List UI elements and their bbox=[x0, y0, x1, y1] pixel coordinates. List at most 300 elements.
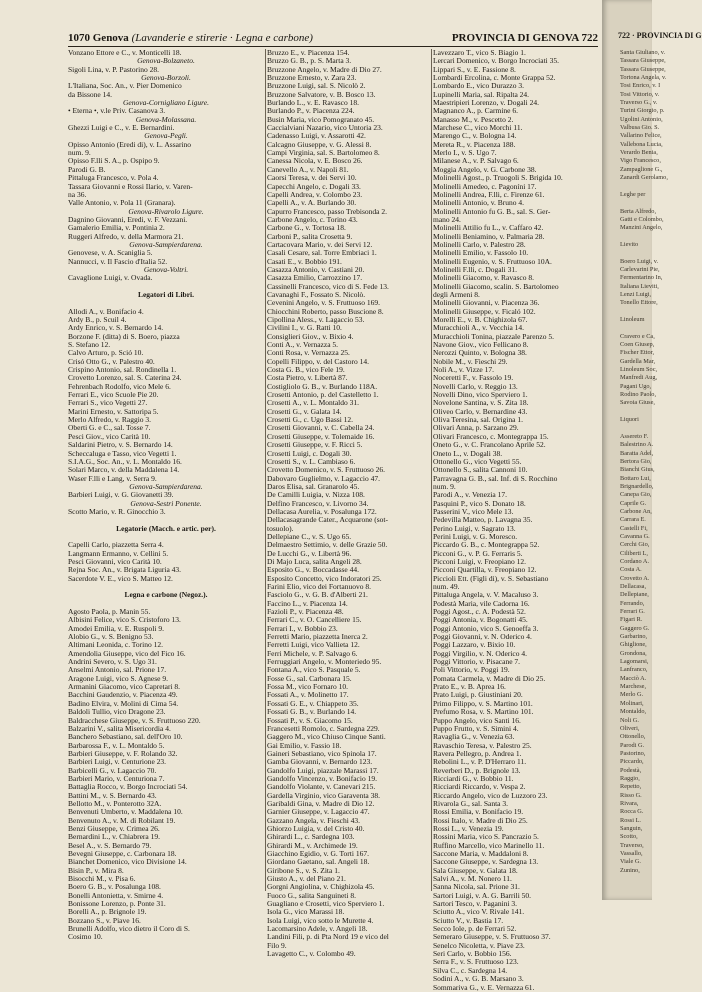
listing-entry: Lombardo E., vico Durazzo 3. bbox=[433, 81, 525, 91]
listing-entry: Dellepiane C., v. S. Ugo 65. bbox=[267, 531, 352, 541]
listing-entry: Dagnino Giovanni, Eredi, v. F. Vezzani. bbox=[68, 214, 188, 224]
listing-entry: Giribone S., v. S. Zita 1. bbox=[267, 865, 340, 875]
listing-entry: Costa Pietro, v. Libertà 87. bbox=[267, 373, 348, 383]
listing-entry: Calcagno Giuseppe, v. G. Alessi 8. bbox=[267, 139, 372, 149]
listing-entry: Crosetti G., v. Galata 14. bbox=[267, 406, 342, 416]
listing-entry: Opisso F.lli S. A., p. Ospipo 9. bbox=[68, 156, 160, 166]
listing-entry: Banchero Sebastiano, sal. dell'Oro 10. bbox=[68, 732, 183, 742]
listing-entry: Ghiorzo Luigia, v. del Cristo 40. bbox=[267, 823, 365, 833]
facing-page-fragment: Manzini Angelo, bbox=[620, 224, 663, 232]
facing-page-fragment: Gaggero G. bbox=[620, 624, 650, 632]
listing-entry: Molinelli Antonio fu G. B., sal. S. Ger- bbox=[433, 206, 551, 216]
listing-entry: Molinelli Beniamino, v. Palmaria 28. bbox=[433, 231, 545, 241]
listing-entry: Landini Fili, p. di Pta Nord 19 e vico del bbox=[267, 932, 389, 942]
listing-entry: Marengo C., v. Bologna 14. bbox=[433, 131, 517, 141]
listing-entry: Ottonello G., vico Vegetti 55. bbox=[433, 456, 522, 466]
facing-page-fragment: Traverso, bbox=[620, 841, 644, 849]
listing-entry: Silva C., c. Sardegna 14. bbox=[433, 965, 508, 975]
facing-page-fragment: Ugolini Antonio, bbox=[620, 115, 663, 123]
listing-entry: Prato Luigi, p. Giustiniani 20. bbox=[433, 690, 523, 700]
listing-entry: Novelone Santina, v. S. Zita 18. bbox=[433, 398, 529, 408]
facing-page-fragment: Marchese, bbox=[620, 683, 647, 691]
facing-page-fragment: Cordano A. bbox=[620, 557, 650, 565]
listing-entry: Cipollina Aless., v. Lagaccio 53. bbox=[267, 315, 365, 324]
listing-entry: Ruggeri Alfredo, v. della Marmora 21. bbox=[68, 231, 184, 241]
listing-entry: Secco Iole, p. de Ferrari 52. bbox=[433, 924, 517, 934]
listing-entry: S.I.A.G., Soc. An., v. L. Montaldo 16. bbox=[68, 456, 182, 466]
listing-entry: Alobio G., v. S. Benigno 53. bbox=[68, 632, 154, 642]
header-left bbox=[68, 31, 313, 46]
locality-heading: Genova-Pegli. bbox=[144, 131, 188, 141]
listing-entry: Fossati P., v. S. Giacomo 15. bbox=[267, 715, 353, 725]
listing-entry: Giacchino Egidio, v. G. Torti 167. bbox=[267, 849, 369, 858]
listing-entry: Costigliolo G. B., v. Burlando 118A. bbox=[267, 381, 378, 391]
listing-entry: Burlando P., v. Piacenza 224. bbox=[267, 106, 355, 116]
facing-page-fragment: Crovetto A. bbox=[620, 574, 650, 582]
listing-entry: Riccardo Angelo, vico de Luzzoro 23. bbox=[433, 790, 548, 800]
listing-entry: Dellacasagrande Cater., Acquarone (sot- bbox=[267, 515, 388, 525]
listing-entry: Gamba Giovanni, v. Bernardo 123. bbox=[267, 757, 373, 767]
facing-page-fragment: Carrara E. bbox=[620, 516, 646, 524]
listing-entry: Carbone G., v. Tortosa 18. bbox=[267, 223, 346, 233]
facing-page-fragment bbox=[620, 233, 652, 241]
locality-heading: Genova-Sampierdarena. bbox=[129, 481, 203, 491]
facing-page-fragment: Tortona Angela, v. bbox=[620, 74, 667, 82]
listing-entry: Molinelli Andrea, F.lli, c. Firenze 61. bbox=[433, 189, 545, 199]
listing-entry: Molinelli Attilio fu L., v. Caffaro 42. bbox=[433, 223, 544, 233]
listing-entry: Ferri Michele, v. P. Salvago 6. bbox=[267, 648, 358, 658]
facing-page-fragment: Ottonello, bbox=[620, 733, 646, 741]
listing-entry: Rossi Emilia, v. Bonifacio 19. bbox=[433, 807, 524, 817]
listing-entry: Fazioli P., v. Piacenza 48. bbox=[267, 607, 344, 617]
listing-entry: Ravaglia G., v. Venezia 63. bbox=[433, 732, 515, 742]
header-rule bbox=[68, 46, 598, 47]
facing-page-fragment: Fermentarino In, bbox=[620, 274, 663, 282]
listing-entry: Bozzano S., v. Piave 16. bbox=[68, 915, 141, 925]
listing-entry: Delmaestro Settimio, v. delle Grazie 50. bbox=[267, 540, 388, 550]
listing-entry: num. 9. bbox=[68, 148, 91, 158]
facing-page-fragment: Dellepiane, bbox=[620, 591, 649, 599]
listing-entry: Merlo Alfredo, v. Raggio 3. bbox=[68, 415, 152, 425]
listing-entry: Waser F.lli e Lang, v. Serra 9. bbox=[68, 473, 157, 483]
listing-entry: Crosetti Giuseppe, v. F. Ricci 5. bbox=[267, 440, 363, 450]
listing-entry: Poggi Lazzaro, v. Bixio 10. bbox=[433, 640, 516, 650]
listing-entry: Molinelli Carlo, v. Palestro 28. bbox=[433, 239, 526, 249]
listing-entry: Ardy Enrico, v. S. Bernardo 14. bbox=[68, 323, 164, 333]
facing-page-fragment: Turini Giorgio, p. bbox=[620, 107, 665, 115]
listing-entry: Solari Marco, v. della Maddalena 14. bbox=[68, 465, 180, 475]
facing-page-fragment: Gatti e Colombo, bbox=[620, 215, 664, 223]
listing-entry: Carbone Angelo, c. Torino 43. bbox=[267, 214, 358, 224]
listing-entry: Noceretti F., v. Fassolo 19. bbox=[433, 373, 514, 383]
facing-page-fragment: Vallarino Felice, bbox=[620, 132, 662, 140]
listing-entry: Guagliano e Crosetti, vico Sperviero 1. bbox=[267, 899, 385, 909]
listing-entry: Ottonello S., salita Cannoni 10. bbox=[433, 465, 528, 475]
listing-entry: Bonelli Antonietta, v. Smirne 4. bbox=[68, 890, 164, 900]
listing-entry: Bevegni Giuseppe, c. Carbonara 18. bbox=[68, 849, 177, 858]
listing-entry: Molinelli Emilio, v. Fassolo 10. bbox=[433, 248, 529, 258]
listing-entry: Molinelli Giacomo, v. Ravasco 8. bbox=[433, 273, 534, 283]
header-right-page: 722 bbox=[581, 32, 598, 44]
listing-entry: Gandolfo Violante, v. Canevari 215. bbox=[267, 782, 376, 792]
listing-entry: Poggi Agost., c. A. Podestà 52. bbox=[433, 607, 526, 617]
facing-page-fragment: Tassara Giuseppe, bbox=[620, 65, 666, 73]
listing-entry: Capurro Francesco, passo Trebisonda 2. bbox=[267, 206, 387, 216]
listing-entry: Fasciolo G., v. G. B. d'Alberti 21. bbox=[267, 590, 368, 600]
facing-page-fragment: Pastorino, bbox=[620, 749, 646, 757]
listing-entry: Poggi Giovanni, v. N. Oderico 4. bbox=[433, 632, 532, 642]
listing-entry: degli Armeni 8. bbox=[433, 289, 480, 299]
listing-entry: Piccardo G. B., c. Montegrappa 52. bbox=[433, 540, 540, 550]
facing-page-fragment: Cavanna G. bbox=[620, 532, 650, 540]
facing-page-fragment: Ferrando, bbox=[620, 599, 645, 607]
listing-entry: Allodi A., v. Bonifacio 4. bbox=[68, 306, 144, 316]
listing-entry: Baldoli Tullio, vico Dragone 23. bbox=[68, 707, 166, 717]
facing-page-fragment: Grondona, bbox=[620, 649, 647, 657]
listing-entry: Gaggero M., vico Chiuso Cinque Santi. bbox=[267, 732, 386, 742]
listing-entry: mano 24. bbox=[433, 214, 461, 224]
listing-entry: Pedevilla Matteo, p. Lavagna 35. bbox=[433, 515, 533, 525]
listing-entry: Ricciardi G., v. Bobbio 11. bbox=[433, 773, 514, 783]
facing-page-fragment: Parodi G. bbox=[620, 741, 645, 749]
listing-entry: Pittaluga Francesco, v. Pola 4. bbox=[68, 173, 159, 183]
listing-entry: Badino Elvira, v. Molini di Cima 54. bbox=[68, 698, 179, 708]
listing-entry: Fontana A., vico S. Pasquale 5. bbox=[267, 665, 361, 675]
listing-entry: Gandolfo Luigi, piazzale Marassi 17. bbox=[267, 765, 379, 775]
facing-page-fragment: Lievito bbox=[620, 240, 639, 248]
listing-entry: Lombardi Ercolina, c. Monte Grappa 52. bbox=[433, 73, 556, 83]
listing-entry: Cavanaghi F., Fossato S. Nicolò. bbox=[267, 289, 366, 299]
listing-entry: Molinelli Agost., p. Truogoli S. Brigida 10. bbox=[433, 173, 563, 183]
facing-page-fragment: Bertora Gio, bbox=[620, 457, 652, 465]
facing-page-fragment bbox=[620, 183, 652, 191]
listing-entry: Valle Antonio, v. Pola 11 (Granara). bbox=[68, 198, 176, 208]
listing-entry: Ravera Pellegro, p. Andrea 1. bbox=[433, 748, 522, 758]
listing-entry: Rossi Italo, v. Madre di Dio 25. bbox=[433, 815, 528, 825]
listing-entry: Conti Rosa, v. Vernazza 25. bbox=[267, 348, 350, 358]
header-right bbox=[452, 31, 598, 46]
facing-page-fragment: Cerchi Gio, bbox=[620, 541, 650, 549]
listing-entry: Garibaldi Gina, v. Madre di Dio 12. bbox=[267, 798, 375, 808]
facing-page-fragment: Sanguin, bbox=[620, 824, 643, 832]
listing-entry: Ruffino Marcello, vico Marinello 11. bbox=[433, 840, 545, 850]
facing-page-fragment: Tonello Ettore, bbox=[620, 299, 658, 307]
listing-entry: Semeraro Giuseppe, v. S. Fruttuoso 37. bbox=[433, 932, 551, 942]
facing-page-fragment: Garbarino, bbox=[620, 633, 648, 641]
column-1 bbox=[68, 48, 264, 942]
facing-page-fragment: Costa A. bbox=[620, 566, 642, 574]
facing-page-fragment: Noli G. bbox=[620, 716, 639, 724]
listing-entry: Pasquini P., vico S. Donato 18. bbox=[433, 498, 526, 508]
facing-page-fragment: Montaldo, bbox=[620, 708, 647, 716]
listing-entry: Cavaglione Luigi, v. Ovada. bbox=[68, 273, 153, 283]
listing-entry: Rebolini L., v. P. D'Herraro 11. bbox=[433, 757, 527, 767]
listing-entry: Ferrari C., v. O. Cancelliere 15. bbox=[267, 615, 362, 625]
facing-page-fragment bbox=[620, 249, 652, 257]
facing-page-fragment: Traverso G., v. bbox=[620, 99, 658, 107]
facing-page-edge bbox=[602, 0, 702, 900]
listing-entry: Bisin P., v. Mira 8. bbox=[68, 865, 124, 875]
locality-heading: Genova-Voltri. bbox=[143, 264, 189, 274]
listing-entry: Sala Giuseppe, v. Galata 18. bbox=[433, 865, 518, 875]
listing-entry: Bernardini L., v. Chiabrera 19. bbox=[68, 832, 160, 842]
listing-entry: Altimani Leonida, c. Torino 12. bbox=[68, 640, 163, 650]
listing-entry: Saccone Giuseppe, v. Sardegna 13. bbox=[433, 857, 539, 867]
listing-entry: Borelli A., p. Brignole 19. bbox=[68, 907, 147, 917]
listing-entry: Crosetti Luigi, c. Dogali 30. bbox=[267, 448, 352, 458]
listing-entry: Giordano Gaetano, sal. Angeli 18. bbox=[267, 857, 370, 867]
listing-entry: Fosse G., sal. Carbonara 15. bbox=[267, 673, 352, 683]
listing-entry: Parodi A., v. Venezia 17. bbox=[433, 490, 507, 500]
listing-entry: Opisso Antonio (Eredi di), v. L. Assarino bbox=[68, 139, 192, 149]
listing-entry: Milanese A., v. P. Salvago 6. bbox=[433, 156, 519, 166]
listing-entry: Gorgni Angiolina, v. Chighizola 45. bbox=[267, 882, 375, 892]
facing-page-fragment: Vassallo, bbox=[620, 850, 643, 857]
listing-entry: Baldracchese Giuseppe, v. S. Fruttuoso 220. bbox=[68, 715, 201, 725]
listing-entry: Senelco Nicoletta, v. Piave 23. bbox=[433, 940, 525, 950]
listing-entry: Scheccaluga e Tasso, vico Vegetti 1. bbox=[68, 448, 177, 458]
listing-entry: Lavezzaro T., vico S. Biagio 1. bbox=[433, 48, 526, 57]
listing-entry: Giusto A., v. del Piano 21. bbox=[267, 874, 346, 884]
listing-entry: Bruzzone Angelo, v. Madre di Dio 27. bbox=[267, 64, 382, 74]
page-header bbox=[68, 31, 598, 46]
listing-entry: Copelli Filippo, v. del Castoro 14. bbox=[267, 356, 370, 366]
listing-entry: Rossini Maria, vico S. Pancrazio 5. bbox=[433, 832, 539, 842]
listing-entry: Ferrari I., v. Bobbio 23. bbox=[267, 623, 338, 633]
facing-page-fragment: Merlo G. bbox=[620, 691, 644, 699]
listing-entry: Poggi Virgilio, v. N. Oderico 4. bbox=[433, 648, 527, 658]
listing-entry: Capelli Carlo, piazzetta Serra 4. bbox=[68, 540, 164, 550]
listing-entry: Piccioli Ett. (Figli di), v. S. Sebastiano bbox=[433, 573, 549, 583]
listing-entry: Sartori Luigi, v. A. G. Barrili 50. bbox=[433, 890, 532, 900]
listing-entry: Saccone Maria, v. Maddaloni 8. bbox=[433, 849, 529, 858]
facing-page-fragment: Rivara, bbox=[620, 799, 639, 807]
section-heading: Legna e carbone (Negoz.). bbox=[124, 590, 208, 600]
listing-entry: Nobile M., v. Fieschi 29. bbox=[433, 356, 508, 366]
listing-entry: Tassara Giovanni e Rossi Ilario, v. Varen- bbox=[68, 181, 193, 191]
listing-entry: num. 49. bbox=[433, 582, 460, 591]
listing-entry: Ardy B., p. Scuil 4. bbox=[68, 315, 127, 324]
listing-entry: Farini Elio, vico dei Fortanuovo 8. bbox=[267, 582, 371, 591]
listing-entry: Sigoli Lina, v. P. Pastorino 28. bbox=[68, 64, 159, 74]
section-heading: Legatori di Libri. bbox=[137, 289, 195, 299]
facing-page-fragment: Lanfranco, bbox=[620, 666, 648, 674]
listing-entry: Genovese, v. A. Scaniglia 5. bbox=[68, 248, 153, 258]
listing-entry: Consiglieri Giov., v. Bixio 4. bbox=[267, 331, 354, 341]
listing-entry: Burlando L., v. E. Ravasco 18. bbox=[267, 98, 359, 108]
listing-entry: Francesetti Romolo, c. Sardegna 229. bbox=[267, 723, 380, 733]
listing-entry: Rivarola G., sal. Santa 3. bbox=[433, 798, 508, 808]
listing-entry: Oliveo Carlo, v. Bernardine 43. bbox=[433, 406, 528, 416]
listing-entry: De Lucchi G., v. Libertà 96. bbox=[267, 548, 352, 558]
listing-entry: Cartacovara Mario, v. dei Servi 12. bbox=[267, 239, 373, 249]
listing-entry: Crosetti A., v. L. Montaldo 31. bbox=[267, 398, 360, 408]
listing-entry: Lavagetto C., v. Colombo 49. bbox=[267, 949, 356, 959]
listing-entry: Lercari Domenico, v. Borgo Incrociati 35. bbox=[433, 56, 559, 66]
listing-entry: Albisini Felice, vico S. Cristoforo 13. bbox=[68, 615, 181, 625]
facing-page-fragment: Cravero e Ca, bbox=[620, 332, 655, 340]
listing-entry: Gandolfo Vincenzo, v. Bonifacio 19. bbox=[267, 773, 377, 783]
listing-entry: Barbicelli G., v. Lagaccio 70. bbox=[68, 765, 157, 775]
listing-entry: Crosetti S., v. L. Cambiaso 6. bbox=[267, 456, 356, 466]
listing-entry: Sciutto V., v. Bastia 17. bbox=[433, 915, 504, 925]
listing-entry: Calvo Arturo, p. Sció 10. bbox=[68, 348, 144, 358]
facing-page-fragment: Tassara Giuseppe, bbox=[620, 57, 666, 65]
listing-entry: Barbieri Luigi, v. G. Giovanetti 39. bbox=[68, 490, 174, 500]
facing-page-fragment: Dellacasa, bbox=[620, 583, 647, 590]
listing-entry: Nerozzi Quinto, v. Bologna 38. bbox=[433, 348, 527, 358]
listing-entry: Bonissone Lorenzo, p. Ponte 31. bbox=[68, 899, 166, 909]
facing-page-fragment bbox=[620, 324, 652, 332]
facing-page-fragment: Canepa Gio, bbox=[620, 491, 652, 499]
listing-entry: Bisocchi M., v. Pisa 6. bbox=[68, 874, 136, 884]
listing-entry: Dellacasa Aurelia, v. Posalunga 172. bbox=[267, 506, 377, 516]
listing-entry: Pesci Giovanni, vico Carità 10. bbox=[68, 556, 162, 566]
listing-entry: Passerini V., vico Mele 13. bbox=[433, 506, 514, 516]
facing-page-fragment: Berta Alfredo, bbox=[620, 207, 657, 215]
listing-entry: Morelli E., v. B. Chighizola 67. bbox=[433, 315, 528, 324]
listing-entry: Garnier Giuseppe, v. Lagaccio 47. bbox=[267, 807, 370, 817]
listing-entry: Parravagna G. B., sal. Inf. di S. Rocchino bbox=[433, 473, 558, 483]
listing-entry: Borzone F. (ditta) di S. Boero, piazza bbox=[68, 331, 180, 341]
listing-entry: Ferretti Luigi, vico Vallieta 12. bbox=[267, 640, 360, 650]
listing-entry: Reverberi D., p. Brignole 13. bbox=[433, 765, 521, 775]
listing-entry: Gazzano Angela, v. Fieschi 43. bbox=[267, 815, 361, 825]
listing-entry: da Bissone 14. bbox=[68, 89, 112, 99]
listing-entry: Amendolia Giuseppe, vico del Fico 16. bbox=[68, 648, 186, 658]
facing-page-fragment: Oliveri, bbox=[620, 724, 640, 732]
listing-entry: Crispino Antonio, sal. Rondinella 1. bbox=[68, 365, 177, 375]
listing-entry: Maestripieri Lorenzo, v. Dogali 24. bbox=[433, 98, 539, 108]
listing-entry: Pomata Carmela, v. Madre di Dio 25. bbox=[433, 673, 546, 683]
facing-page-fragment: Ghiglione, bbox=[620, 641, 647, 649]
listing-entry: Ricciardi Riccardo, v. Vespa 2. bbox=[433, 782, 526, 792]
listing-entry: Cosimo 10. bbox=[68, 932, 103, 942]
facing-page-fragment: Verardo Benia, bbox=[620, 149, 658, 157]
listing-entry: Oberti G. e C., sal. Tosse 7. bbox=[68, 423, 151, 433]
listing-entry: De Camilli Luigia, v. Nizza 108. bbox=[267, 490, 365, 500]
listing-entry: Bruzzone Salvatore, v. B. Bosco 13. bbox=[267, 89, 376, 99]
listing-entry: Fossa M., vico Fornaro 10. bbox=[267, 682, 349, 692]
locality-heading: Genova-Sestri Ponente. bbox=[130, 498, 202, 508]
listing-entry: Aragone Luigi, vico S. Agnese 9. bbox=[68, 673, 168, 683]
listing-entry: Crosetti G., c. Ugo Bassi 12. bbox=[267, 415, 354, 425]
facing-page-fragment: Podestà, bbox=[620, 766, 642, 774]
facing-page-fragment: Lenzi Luigi, bbox=[620, 290, 652, 298]
listing-entry: Picconi Luigi, v. Freopiano 12. bbox=[433, 556, 527, 566]
facing-page-fragment: Bianchi Gius, bbox=[620, 466, 655, 474]
facing-page-fragment: Vallebona Lucia, bbox=[620, 140, 663, 148]
header-province: PROVINCIA DI GENOVA bbox=[451, 32, 579, 44]
facing-page-fragment: Repetto, bbox=[620, 783, 642, 791]
facing-page-fragment: Liquori bbox=[620, 416, 639, 424]
listing-entry: Pesci Giov., vico Carità 10. bbox=[68, 431, 151, 441]
listing-entry: Oneto G., v. C. Francolano Aprile 52. bbox=[433, 440, 546, 450]
facing-page-fragment: Brignardello, bbox=[620, 482, 654, 490]
listing-entry: Sommariva G., v. E. Vernazza 61. bbox=[433, 982, 535, 992]
listing-entry: Balzarini V., salita Misericordia 4. bbox=[68, 723, 171, 733]
listing-entry: Poli Vittorio, v. Poggi 19. bbox=[433, 665, 510, 675]
facing-page-fragment: Rocca G. bbox=[620, 808, 644, 816]
listing-entry: Dabovaro Guglielmo, v. Lagaccio 47. bbox=[267, 473, 381, 483]
listing-entry: Ferretti Mario, piazzetta Inerca 2. bbox=[267, 632, 368, 642]
listing-entry: Molinelli F.lli, c. Dogali 31. bbox=[433, 264, 517, 274]
listing-entry: Molinelli Giacomo, scalin. S. Bartolomeo bbox=[433, 281, 559, 291]
facing-page-fragment bbox=[620, 424, 652, 432]
facing-page-fragment bbox=[620, 408, 652, 416]
listing-entry: Barbieri Giuseppe, v. F. Rolando 32. bbox=[68, 748, 178, 758]
facing-page-fragment: Castelli Fi, bbox=[620, 524, 648, 532]
locality-heading: Genova-Rivarolo Ligure. bbox=[128, 206, 204, 216]
listing-entry: Sodini A., v. G. B. Marsano 3. bbox=[433, 974, 524, 984]
listing-entry: Oneto L., v. Dogali 38. bbox=[433, 448, 503, 458]
listing-entry: Picconi G., v. P. G. Ferraris 5. bbox=[433, 548, 523, 558]
facing-page-fragment bbox=[620, 308, 652, 316]
listing-entry: Poggi Antonia, v. Bogonatti 45. bbox=[433, 615, 528, 625]
listing-entry: Muracchioli Tonina, piazzale Parenzo 5. bbox=[433, 331, 554, 341]
listing-entry: Chiocchini Roberto, passo Buscione 8. bbox=[267, 306, 384, 316]
listing-entry: Navone Giov., vico Fellicano 8. bbox=[433, 340, 529, 350]
facing-page-fragment: Gardella Mar, bbox=[620, 357, 656, 365]
listing-entry: Bruzzone Ernesto, v. Zara 23. bbox=[267, 73, 357, 83]
page-number: 1070 bbox=[68, 32, 90, 44]
listing-entry: Moggia Angelo, v. G. Carbone 38. bbox=[433, 164, 537, 174]
listing-entry: Prefumo Rosa, v. S. Martino 101. bbox=[433, 707, 534, 717]
listing-entry: Caorsi Teresa, v. dei Servi 10. bbox=[267, 173, 357, 183]
listing-entry: Bellotto M., v. Ponterotto 32A. bbox=[68, 798, 162, 808]
listing-entry: Canevello A., v. Napoli 81. bbox=[267, 164, 349, 174]
listing-entry: Scotto Mario, v. R. Ginocchio 3. bbox=[68, 506, 166, 516]
facing-page-fragment: Rodino Paolo, bbox=[620, 391, 657, 399]
listing-entry: Amodei Emilia, v. E. Ruspoli 9. bbox=[68, 623, 164, 633]
listing-entry: Campi Virginia, sal. S. Bartolomeo 8. bbox=[267, 148, 380, 158]
listing-entry: Bruzzone Luigi, sal. S. Nicolò 2. bbox=[267, 81, 366, 91]
facing-page-text bbox=[620, 49, 668, 875]
listing-entry: Podestà Maria, vile Cadorna 16. bbox=[433, 598, 530, 608]
listing-entry: Civilini I., v. G. Ratti 10. bbox=[267, 323, 342, 333]
facing-page-fragment: Linoleum bbox=[620, 316, 645, 323]
listing-entry: Gamalerio Emilia, v. Pontinia 2. bbox=[68, 223, 165, 233]
listing-entry: L'Italiana, Soc. An., v. Pier Domenico bbox=[68, 81, 182, 91]
header-title: (Lavanderie e stirerie · Legna e carbone) bbox=[131, 32, 313, 44]
listing-entry: Crosetti Giuseppe, v. Tolemaide 16. bbox=[267, 431, 375, 441]
listing-entry: Canessa Nicola, v. E. Bosco 26. bbox=[267, 156, 363, 166]
facing-page-fragment: Vigo Francesco, bbox=[620, 157, 661, 165]
listing-entry: Manasso M., v. Pescetto 2. bbox=[433, 114, 514, 124]
listing-entry: Crovetto Lorenzo, sal. S. Caterina 24. bbox=[68, 373, 182, 383]
listing-entry: S. Stefano 12. bbox=[68, 340, 111, 350]
listing-entry: Crisó Otto G., v. Palestro 40. bbox=[68, 356, 155, 366]
listing-entry: Crosetti Giovanni, v. C. Cabella 24. bbox=[267, 423, 375, 433]
listing-entry: Puppo Angelo, vico Santi 16. bbox=[433, 715, 521, 725]
listing-entry: Agosto Paola, p. Manin 55. bbox=[68, 607, 151, 617]
facing-page-fragment: Rossi L. bbox=[620, 816, 641, 824]
listing-entry: Rejna Soc. An., v. Brigata Liguria 43. bbox=[68, 565, 182, 575]
column-3 bbox=[433, 48, 598, 992]
facing-page-fragment: Ciliberti L, bbox=[620, 549, 648, 557]
listing-entry: Oliva Teresina, sal. Origina 1. bbox=[433, 415, 523, 425]
listing-entry: Seri Carlo, v. Bobbio 156. bbox=[433, 949, 512, 959]
listing-entry: Marini Ernesto, v. Sattoripa 5. bbox=[68, 406, 159, 416]
facing-page-fragment: Carbone An, bbox=[620, 507, 652, 515]
listing-entry: Gai Emilio, v. Fassio 18. bbox=[267, 740, 342, 750]
listing-entry: Sacerdote V. E., vico S. Matteo 12. bbox=[68, 573, 173, 583]
listing-entry: Capecchi Angelo, c. Dogali 33. bbox=[267, 181, 361, 191]
listing-entry: Picconi Quartilla, v. Freopiano 12. bbox=[433, 565, 537, 575]
listing-entry: Bianchet Domenico, vico Divisione 14. bbox=[68, 857, 187, 867]
listing-entry: tosuolo). bbox=[267, 523, 294, 533]
facing-page-fragment: Boero Luigi, v. bbox=[620, 257, 659, 265]
